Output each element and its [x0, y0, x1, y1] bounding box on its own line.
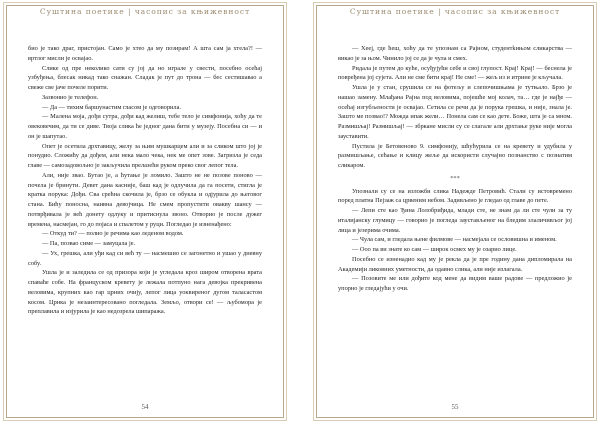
right-running-header: Суштина поетике | часопис за књижевност [349, 7, 561, 16]
paragraph: — Да — тихим баршунастим гласом је одговорила. [42, 103, 181, 111]
paragraph: — Откуд ти? — полио је речима као леденом водом. [42, 230, 184, 238]
paragraph: Посебно се изненадио кад му је рекла да је пре годину дана дипломирала на Академији ликовних уметности, да одавно слика, али није излагала. [338, 255, 572, 273]
paragraph: — Малена моја, дођи сутра, дођи кад желиш, тебе тело је симфонија, хоћу да те овековечим, да ти се диве. Твоја слика ће једног дана бити у музеју. Посебна си — и он је шапутао. [28, 113, 262, 140]
paragraph: био је тако драг, пристојан. Само је хтео да му позирам! А шта сам ја хтела?! — вртлог мисли је осваjао. [28, 45, 262, 62]
paragraph: — Ух, грешка, али уђи кад си већ ту — насмешио се загонетно и ушао у дневну собу. [28, 249, 262, 267]
paragraph: Упознали су се на изложби слика Надежде Петровић. Стали су истовремено поред платна Пејзаж са црвеним небом. Задивљено је гледао од главе до пете. [338, 187, 572, 205]
paragraph: Ушла је и заледила се од призора који је угледала кроз широм отворена врата спаваће собе. На француском кревету је лежала потпуно нага девојка прекривена вeлoвима, крупних као гар црних очију, лепог лица уоквиреног дугом таласастом косом. Црнка је незаинтересовано погледала. Земљо, отвори се! — љубомора је преплавила и изјурила је као недозрела шипаража. [28, 269, 262, 316]
paragraph: — Хееј, где ћеш, хоћу да те упознам са Рајном, студентkињом сликарства — викао је за њом. Чинило јој се да је чула и смех. [338, 45, 572, 62]
paragraph: — Лепи сте као Ђина Лолобриђида, млади сте, не знам да ли сте чули за ту италијанску глумицу — говорио је погледа заустављеног на бледим злаличивљог јој лица и језерима очима. [338, 207, 572, 234]
paragraph: Опет је осетила дрхтавицу, желу за њим мушкарцем али и за сликом што јој је понудио. Сложићу да дођем, али нека мало чека, нек ме опет зове. Загризла је седа главе — самозадовољно је закључила прелазећи руком преко свог лепог тела. [28, 142, 262, 169]
paragraph: Зазвонио је телефон. [42, 93, 99, 101]
page-number: 54 [141, 403, 149, 411]
left-page-body [28, 44, 262, 317]
right-page-body [338, 44, 572, 294]
left-running-header: Суштина поетике | часопис за књижевност [39, 7, 251, 16]
left-page [0, 0, 290, 426]
paragraph: Али, није звао. Бутао је, а ћутање је ломило. Зашто не не позове поново — почела је бринути. Девет дана касније, баш кад је одлучила да га посети, стигла је кратка порука: Дођи. Сва срећна скочила је, брзо се обукла и одјурила до његовог стана. Бићу поносна, наивна девојчица. Не смем пропустити овакву шансу — потврђивала је већ донету одлуку и притиснула звоно. Отворио је после дужег времена, насмејан, го до појаса и спалетом у руци. Погледао је изненађено: [28, 171, 262, 228]
paragraph: — Позовите ме или дођите код мене да видим ваше радове — предложио је упорно је гледајући у очи. [338, 275, 572, 292]
paragraph: — Па, позвао симе — замуцала је. [42, 240, 136, 247]
paragraph: Пустила је Бетовеново 9. симфонију, шћућурила се на кревету и удубила у размишљање, сећање и клицу жеље да искористи случајно познанство с познатим сликаром. [338, 142, 572, 169]
right-page [310, 0, 600, 426]
page-number: 55 [451, 403, 459, 411]
paragraph: Слике од пре неколико сати су јој да но играле у свести, посебно осећај узбуђења, блесак никад тако снажан. Сладак је пут до трона — бес сестишавао а свеже све јаче почеле порити. [28, 64, 262, 91]
paragraph: — Чула сам, и гледала њене филмове — насмејала се ословишна и именом. [352, 236, 557, 244]
section-break: *** [450, 174, 460, 182]
paragraph: Ушла је у стан, срушила се на фотељу и слепочишњама је тутњало. Брзо је нашао замену. Млађана Рајна под веловима, поjeшћe мој колач, та… где је наjђе — осећај изгубљености је осваjао. Сетила се речи да је порука грешка, и није, знала је. Зашто ме позвао!? Можда ипак жели… Понела сам се као дете. Боже, шта је са мном. Размишљај! Размишљај! — збркане мисли су се слагале али дрхтање руке није могла заустaвити. [338, 84, 572, 140]
paragraph: — Ооо па ви знате ко сам — широк осмех му је озарио лице. [352, 246, 517, 253]
paragraph: Ридала је путем до куће, осуђујући себе и свој глупост. Крај! Крај! — беснела је повређена јој сујета. Али не сме бити краj! Не сме! — жељ из и итрине је кључала. [338, 64, 572, 82]
